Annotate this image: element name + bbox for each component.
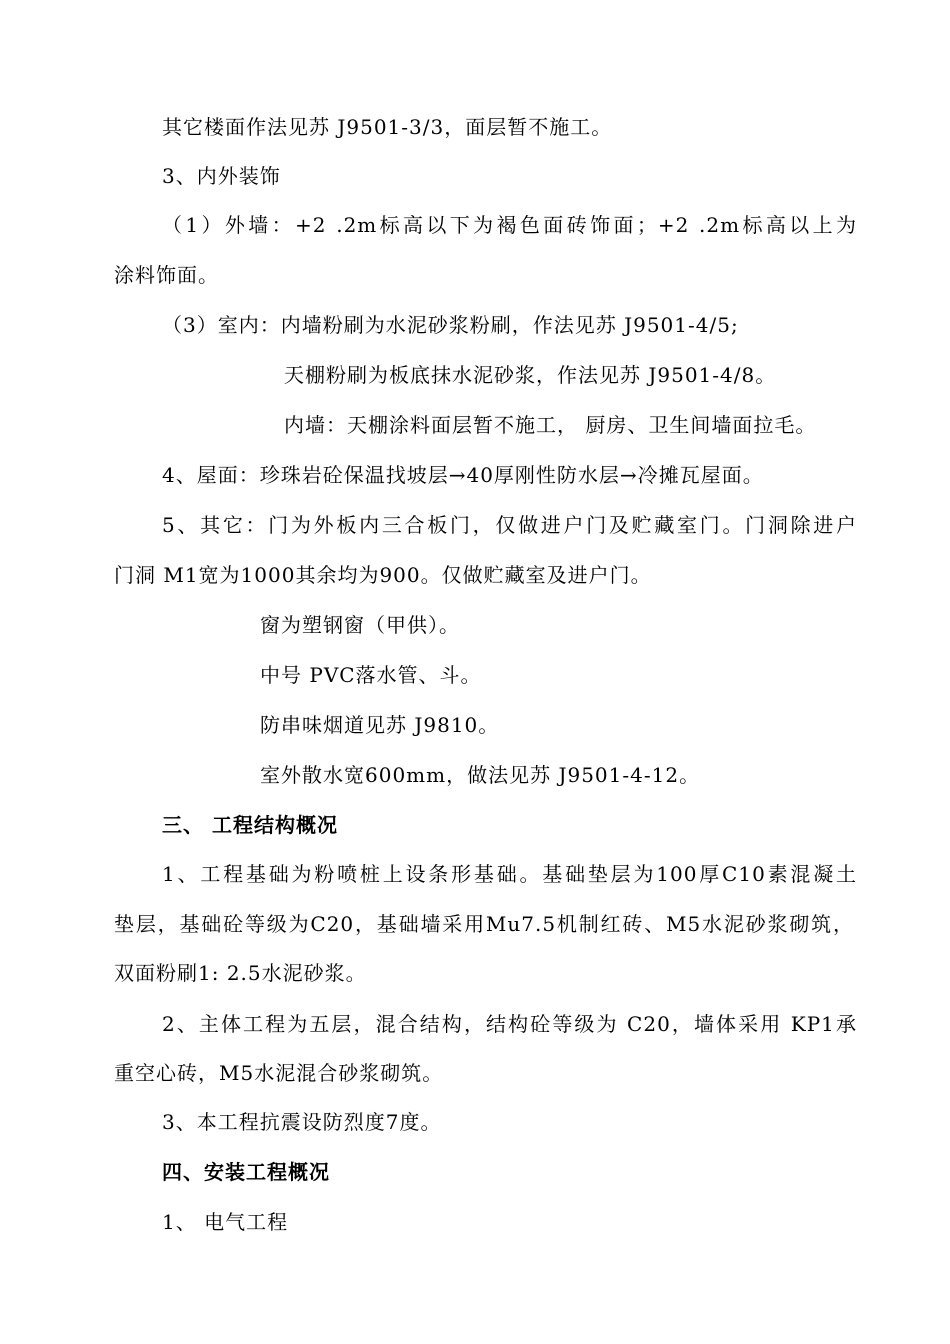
paragraph-window: 窗为塑钢窗（甲供）。 [260,613,460,637]
paragraph-seismic: 3、本工程抗震设防烈度7度。 [162,1110,442,1134]
paragraph-other: 5、其它：门为外板内三合板门，仅做进户门及贮藏室门。门洞除进户 [162,513,857,537]
paragraph-other-cont: 门洞 M1宽为1000其余均为900。仅做贮藏室及进户门。 [114,563,652,587]
paragraph-interior-wall: 内墙：天棚涂料面层暂不施工， 厨房、卫生间墙面拉毛。 [284,413,817,437]
paragraph-flue: 防串味烟道见苏 J9810。 [260,713,500,737]
paragraph-interior: （3）室内：内墙粉刷为水泥砂浆粉刷，作法见苏 J9501-4/5; [162,313,739,337]
paragraph-ceiling: 天棚粉刷为板底抹水泥砂浆，作法见苏 J9501-4/8。 [284,363,777,387]
paragraph-foundation-cont: 垫层，基础砼等级为C20，基础墙采用Mu7.5机制红砖、M5水泥砂浆砌筑， [114,912,854,936]
heading-structure: 三、 工程结构概况 [162,813,338,837]
paragraph-exterior-wall-cont: 涂料饰面。 [114,263,219,287]
paragraph-roof: 4、屋面：珍珠岩砼保温找坡层→40厚刚性防水层→冷摊瓦屋面。 [162,463,764,487]
heading-installation: 四、安装工程概况 [162,1160,330,1184]
paragraph-exterior-wall: （1）外墙：+2 .2m标高以下为褐色面砖饰面；+2 .2m标高以上为 [162,213,857,237]
paragraph-downpipe: 中号 PVC落水管、斗。 [260,663,482,687]
paragraph-floor-finish: 其它楼面作法见苏 J9501-3/3，面层暂不施工。 [162,115,613,139]
paragraph-foundation: 1、工程基础为粉喷桩上设条形基础。基础垫层为100厚C10素混凝土 [162,862,857,886]
paragraph-main-structure-cont: 重空心砖，M5水泥混合砂浆砌筑。 [114,1061,444,1085]
paragraph-foundation-end: 双面粉刷1: 2.5水泥砂浆。 [114,961,367,985]
paragraph-main-structure: 2、主体工程为五层，混合结构，结构砼等级为 C20，墙体采用 KP1承 [162,1012,857,1036]
paragraph-apron: 室外散水宽600mm，做法见苏 J9501-4-12。 [260,763,701,787]
section-item-decoration: 3、内外装饰 [162,164,281,188]
section-item-electrical: 1、 电气工程 [162,1210,289,1234]
